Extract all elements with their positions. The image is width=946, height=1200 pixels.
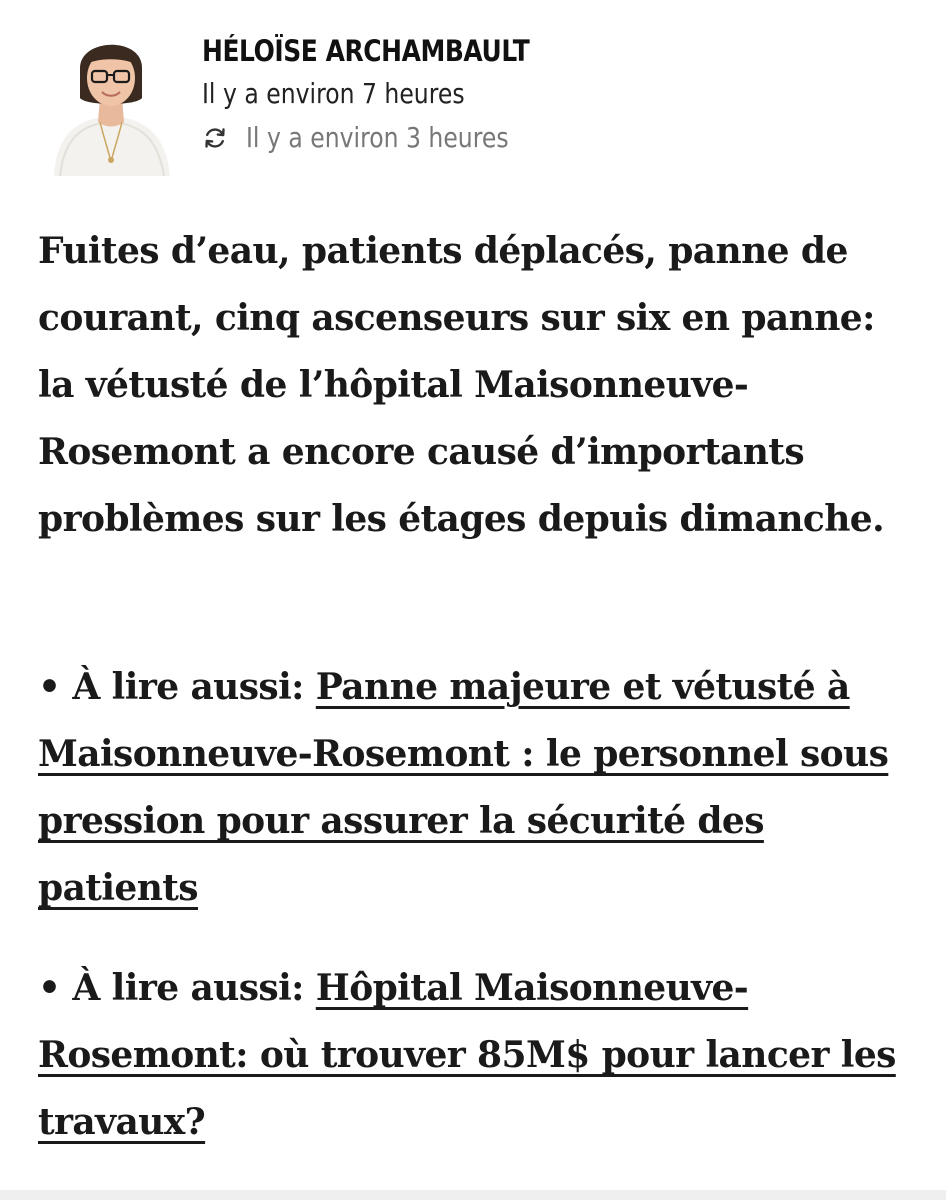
bullet: •	[38, 666, 61, 708]
updated-row	[202, 118, 583, 158]
refresh-icon	[202, 125, 228, 151]
related-article-2	[38, 955, 918, 1156]
related-link-1[interactable]: Panne majeure et vétusté à Maisonneuve-Rosemont : le personnel sous pression pour assurer la sécurité des patients	[38, 666, 889, 909]
author-name[interactable]: HÉLOÏSE ARCHAMBAULT	[202, 34, 530, 68]
author-header	[50, 26, 583, 176]
published-time: Il y a environ 7 heures	[202, 77, 465, 110]
related-link-2[interactable]: Hôpital Maisonneuve-Rosemont: où trouver 85M$ pour lancer les travaux?	[38, 967, 896, 1143]
bottom-divider	[0, 1190, 946, 1200]
related-prefix: À lire aussi:	[72, 666, 304, 708]
related-prefix: À lire aussi:	[72, 967, 304, 1009]
bullet: •	[38, 967, 61, 1009]
author-meta	[202, 26, 583, 158]
article-lead: Fuites d’eau, patients déplacés, panne de courant, cinq ascenseurs sur six en panne: la vétusté de l’hôpital Maisonneuve-Rosemont a encore causé d’importants problèmes sur les étages depuis dimanche.	[38, 230, 885, 540]
related-article-1	[38, 654, 918, 922]
author-avatar[interactable]	[50, 26, 172, 176]
updated-time: Il y a environ 3 heures	[246, 121, 509, 154]
